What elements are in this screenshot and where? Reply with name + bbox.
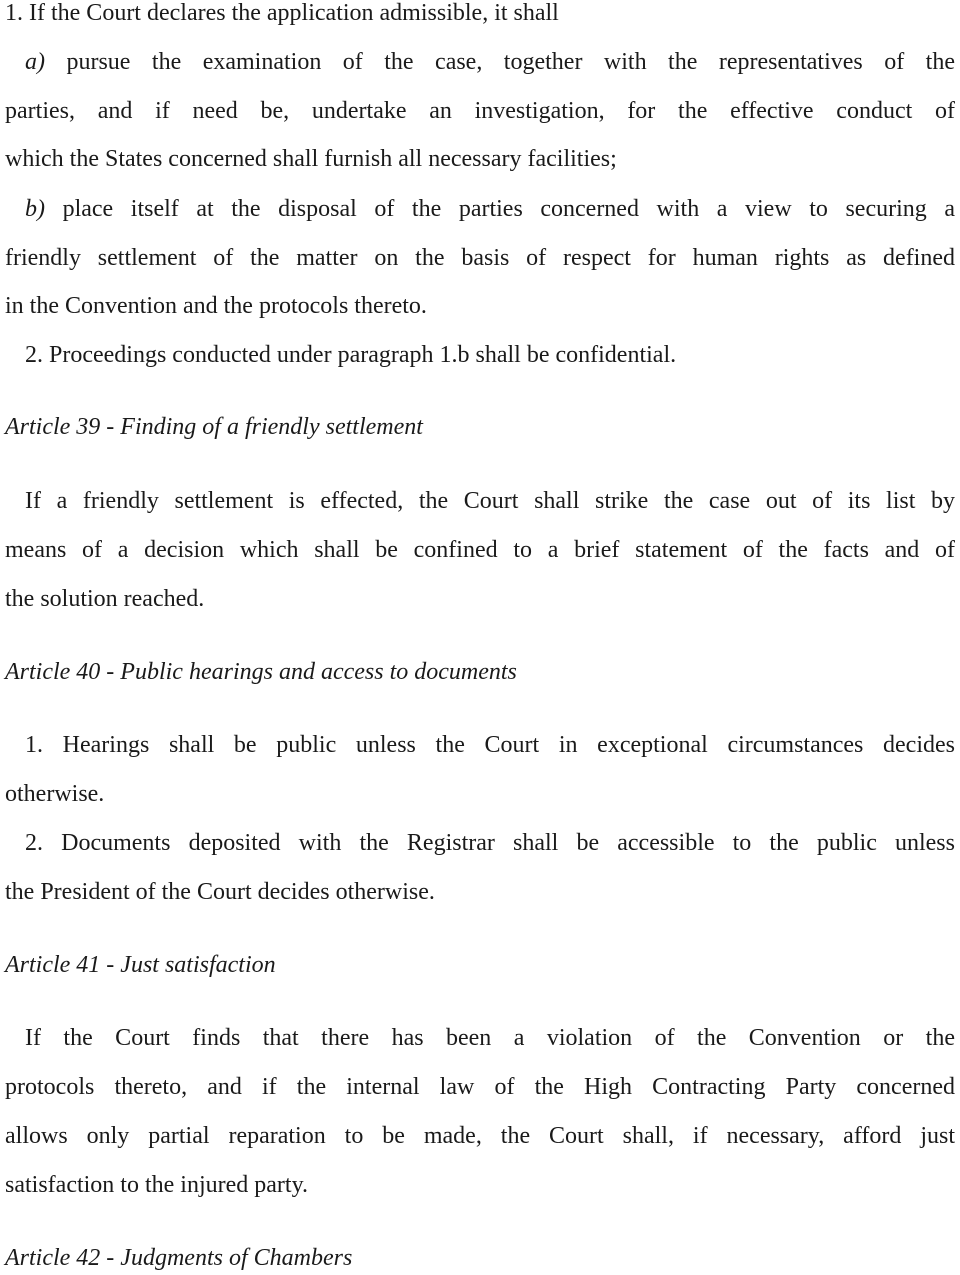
text-run: means of a decision which shall be confined to a brief statement of the facts and of <box>5 537 955 563</box>
clause-a-line-3 <box>5 143 955 175</box>
clause-a-line-1 <box>25 46 955 78</box>
text-run: allows only partial reparation to be made, the Court shall, if necessary, afford just <box>5 1123 955 1149</box>
text-run: pursue the examination of the case, together with the representatives of the <box>45 49 955 75</box>
article-40-para-2-line-1 <box>25 827 955 859</box>
clause-b-line-2 <box>5 242 955 274</box>
clause-b-marker: b) <box>25 196 45 222</box>
clause-b-line-3 <box>5 290 955 322</box>
article-41-line-3 <box>5 1120 955 1152</box>
text-run: 2. Proceedings conducted under paragraph 1.b shall be confidential. <box>25 342 677 368</box>
text-run: satisfaction to the injured party. <box>5 1172 309 1198</box>
article-41-heading <box>5 949 955 981</box>
text-run: friendly settlement of the matter on the basis of respect for human rights as defined <box>5 245 955 271</box>
article-39-line-2 <box>5 534 955 566</box>
text-run: Article 40 - Public hearings and access to documents <box>5 659 517 685</box>
article-39-line-1 <box>25 485 955 517</box>
text-run: If a friendly settlement is effected, the Court shall strike the case out of its list by <box>25 488 955 514</box>
text-run: in the Convention and the protocols thereto. <box>5 293 427 319</box>
text-run: Article 41 - Just satisfaction <box>5 952 276 978</box>
text-run: Article 42 - Judgments of Chambers <box>5 1245 353 1271</box>
article-41-line-2 <box>5 1071 955 1103</box>
article-40-para-1-line-2 <box>5 778 955 810</box>
text-run: which the States concerned shall furnish all necessary facilities; <box>5 146 617 172</box>
article-40-para-1-line-1 <box>25 729 955 761</box>
article-41-line-4 <box>5 1169 955 1201</box>
text-run: the solution reached. <box>5 586 205 612</box>
text-run: Article 39 - Finding of a friendly settlement <box>5 414 423 440</box>
article-40-para-2-line-2 <box>5 876 955 908</box>
text-run: 2. Documents deposited with the Registrar shall be accessible to the public unless <box>25 830 955 856</box>
clause-a-line-2 <box>5 95 955 127</box>
clause-b-line-1 <box>25 193 955 225</box>
text-run: If the Court finds that there has been a violation of the Convention or the <box>25 1025 955 1051</box>
text-run: otherwise. <box>5 781 105 807</box>
article-39-heading <box>5 411 955 443</box>
article-41-line-1 <box>25 1022 955 1054</box>
article-39-line-3 <box>5 583 955 615</box>
paragraph-1-intro <box>5 0 955 29</box>
article-42-heading <box>5 1242 955 1274</box>
text-run: the President of the Court decides otherwise. <box>5 879 435 905</box>
text-run: 1. If the Court declares the application admissible, it shall <box>5 0 559 26</box>
text-run: place itself at the disposal of the parties concerned with a view to securing a <box>45 196 955 222</box>
text-run: 1. Hearings shall be public unless the Court in exceptional circumstances decides <box>25 732 955 758</box>
article-40-heading <box>5 656 955 688</box>
paragraph-2-confidential <box>25 339 955 371</box>
text-run: parties, and if need be, undertake an investigation, for the effective conduct of <box>5 98 955 124</box>
clause-a-marker: a) <box>25 49 45 75</box>
text-run: protocols thereto, and if the internal law of the High Contracting Party concerned <box>5 1074 955 1100</box>
